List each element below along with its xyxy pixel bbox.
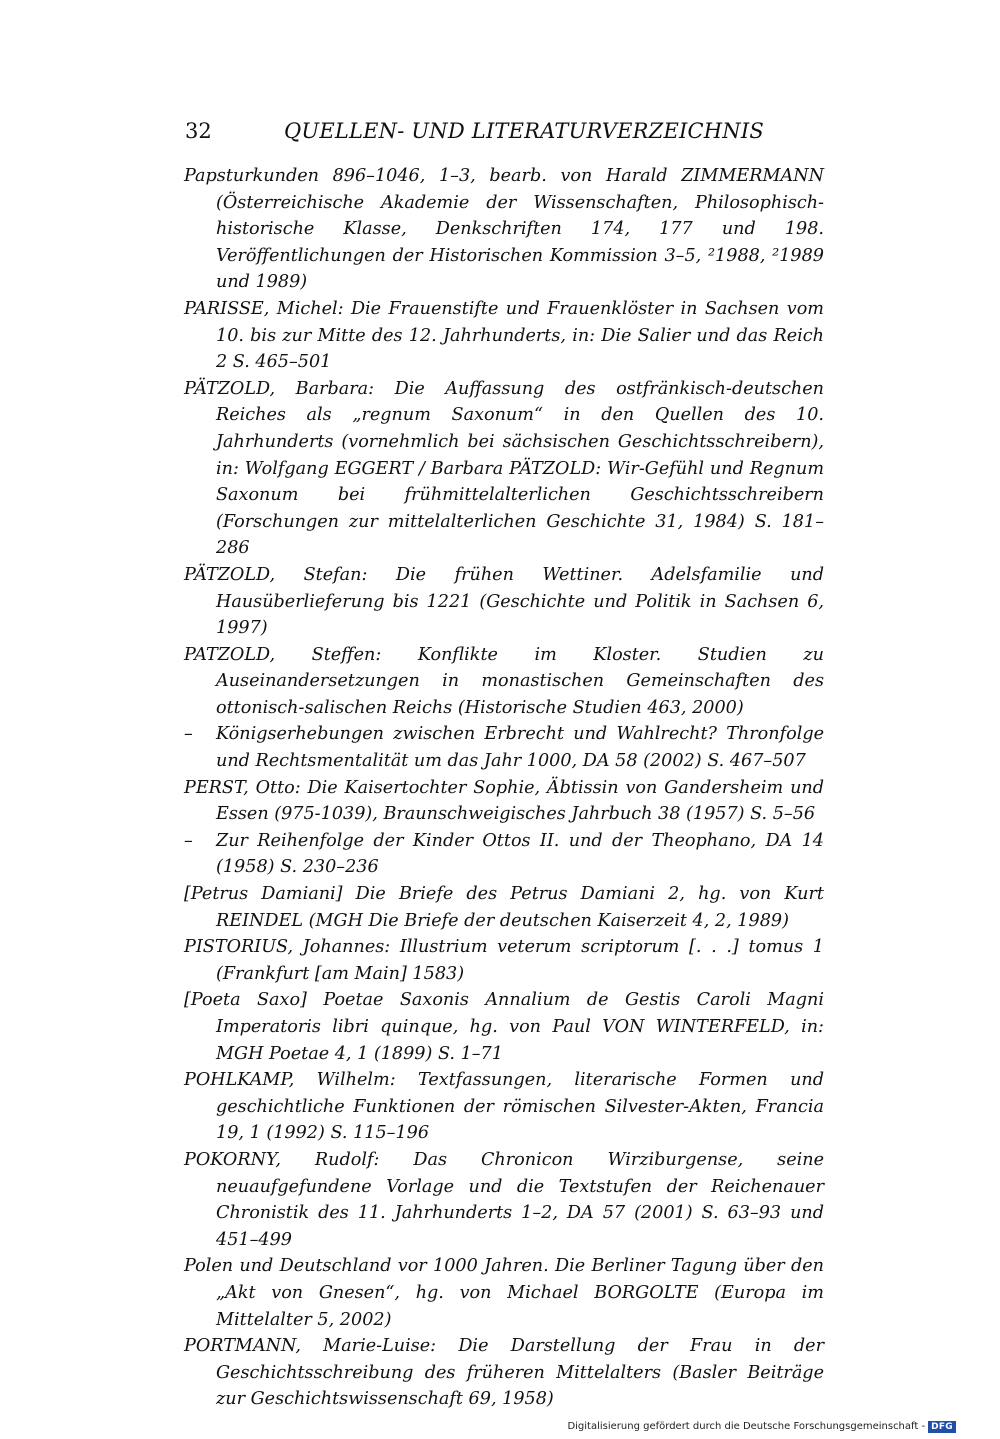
entry-text: Königserhebungen zwischen Erbrecht und Wahlrecht? Thronfolge und Rechtsmentalität um das Jahr 1000, DA 58 (2002) S. 467–507 — [216, 724, 824, 772]
entry-author: PORTMANN, — [184, 1336, 301, 1357]
ditto-dash: – — [184, 724, 193, 745]
bibliography-entry — [184, 562, 824, 642]
bibliography-entry — [184, 987, 824, 1067]
bibliography-entry — [184, 376, 824, 562]
entry-author: POKORNY, — [184, 1149, 281, 1170]
entry-text: Papsturkunden 896–1046, 1–3, bearb. von Harald ZIMMERMANN (Österreichische Akademie der Wissenschaften, Philosophisch-historische Klasse, Denkschriften 174, 177 und 198. Veröffentlichungen der Historischen Kommission 3–5, ²1988, ²1989 und 1989) — [184, 166, 824, 293]
page-header — [185, 115, 825, 147]
bibliography-list — [184, 163, 824, 1413]
entry-author: PATZOLD, — [184, 644, 276, 665]
entry-text: Barbara: Die Auffassung des ostfränkisch-deutschen Reiches als „regnum Saxonum“ in den Quellen des 10. Jahrhunderts (vornehmlich bei sächsischen Geschichtsschreibern), in: Wolfgang EGGERT / Barbara PÄTZOLD: Wir-Gefühl und Regnum Saxonum bei frühmittelalterlichen Geschichtsschreibern (Forschungen zur mittelalterlichen Geschichte 31, 1984) S. 181–286 — [216, 378, 824, 559]
entry-text: Zur Reihenfolge der Kinder Ottos II. und der Theophano, DA 14 (1958) S. 230–236 — [216, 830, 824, 878]
entry-text: Polen und Deutschland vor 1000 Jahren. Die Berliner Tagung über den „Akt von Gnesen“, hg. von Michael BORGOLTE (Europa im Mittelalter 5, 2002) — [184, 1256, 824, 1330]
entry-text: Otto: Die Kaisertochter Sophie, Äbtissin von Gandersheim und Essen (975-1039), Braunschweigisches Jahrbuch 38 (1957) S. 5–56 — [216, 777, 824, 825]
dfg-logo: DFG — [928, 1421, 956, 1433]
entry-text: Johannes: Illustrium veterum scriptorum [. . .] tomus 1 (Frankfurt [am Main] 1583) — [216, 937, 824, 984]
ditto-dash: – — [184, 830, 193, 851]
entry-text: [Petrus Damiani] Die Briefe des Petrus Damiani 2, hg. von Kurt REINDEL (MGH Die Briefe der deutschen Kaiserzeit 4, 2, 1989) — [184, 884, 824, 931]
digitization-credit — [567, 1419, 956, 1435]
bibliography-entry-continued — [184, 828, 824, 881]
entry-author: PÄTZOLD, — [184, 564, 276, 585]
bibliography-entry-continued — [184, 721, 824, 774]
entry-author: PISTORIUS, — [184, 937, 294, 958]
entry-text: [Poeta Saxo] Poetae Saxonis Annalium de Gestis Caroli Magni Imperatoris libri quinque, hg. von Paul VON WINTERFELD, in: MGH Poetae 4, 1 (1899) S. 1–71 — [184, 990, 824, 1064]
entry-author: PARISSE, — [184, 298, 270, 319]
bibliography-entry — [184, 934, 824, 987]
entry-author: POHLKAMP, — [184, 1070, 295, 1091]
entry-author: PERST, — [184, 777, 249, 798]
entry-text: Wilhelm: Textfassungen, literarische Formen und geschichtliche Funktionen der römischen Silvester-Akten, Francia 19, 1 (1992) S. 115–196 — [216, 1070, 824, 1144]
bibliography-entry — [184, 1333, 824, 1413]
bibliography-entry — [184, 881, 824, 934]
entry-text: Stefan: Die frühen Wettiner. Adelsfamilie und Hausüberlieferung bis 1221 (Geschichte und Politik in Sachsen 6, 1997) — [216, 564, 824, 639]
running-head: QUELLEN- UND LITERATURVERZEICHNIS — [284, 119, 764, 143]
bibliography-entry — [184, 163, 824, 296]
bibliography-entry — [184, 1253, 824, 1333]
bibliography-entry — [184, 1067, 824, 1147]
entry-text: Michel: Die Frauenstifte und Frauenklöster in Sachsen vom 10. bis zur Mitte des 12. Jahrhunderts, in: Die Salier und das Reich 2 S. 465–501 — [216, 298, 824, 373]
entry-text: Marie-Luise: Die Darstellung der Frau in der Geschichtsschreibung des früheren Mittelalters (Basler Beiträge zur Geschichtswissenschaft 69, 1958) — [216, 1336, 824, 1410]
page-number: 32 — [185, 119, 212, 143]
bibliography-entry — [184, 642, 824, 722]
bibliography-entry — [184, 775, 824, 828]
entry-text: Steffen: Konflikte im Kloster. Studien zu Auseinandersetzungen in monastischen Gemeinschaften des ottonisch-salischen Reichs (Historische Studien 463, 2000) — [216, 644, 824, 718]
bibliography-entry — [184, 296, 824, 376]
entry-author: PÄTZOLD, — [184, 378, 276, 399]
bibliography-entry — [184, 1147, 824, 1253]
entry-text: Rudolf: Das Chronicon Wirziburgense, seine neuaufgefundene Vorlage und die Textstufen der Reichenauer Chronistik des 11. Jahrhunderts 1–2, DA 57 (2001) S. 63–93 und 451–499 — [216, 1149, 824, 1250]
credit-text: Digitalisierung gefördert durch die Deutsche Forschungsgemeinschaft - — [567, 1421, 926, 1432]
